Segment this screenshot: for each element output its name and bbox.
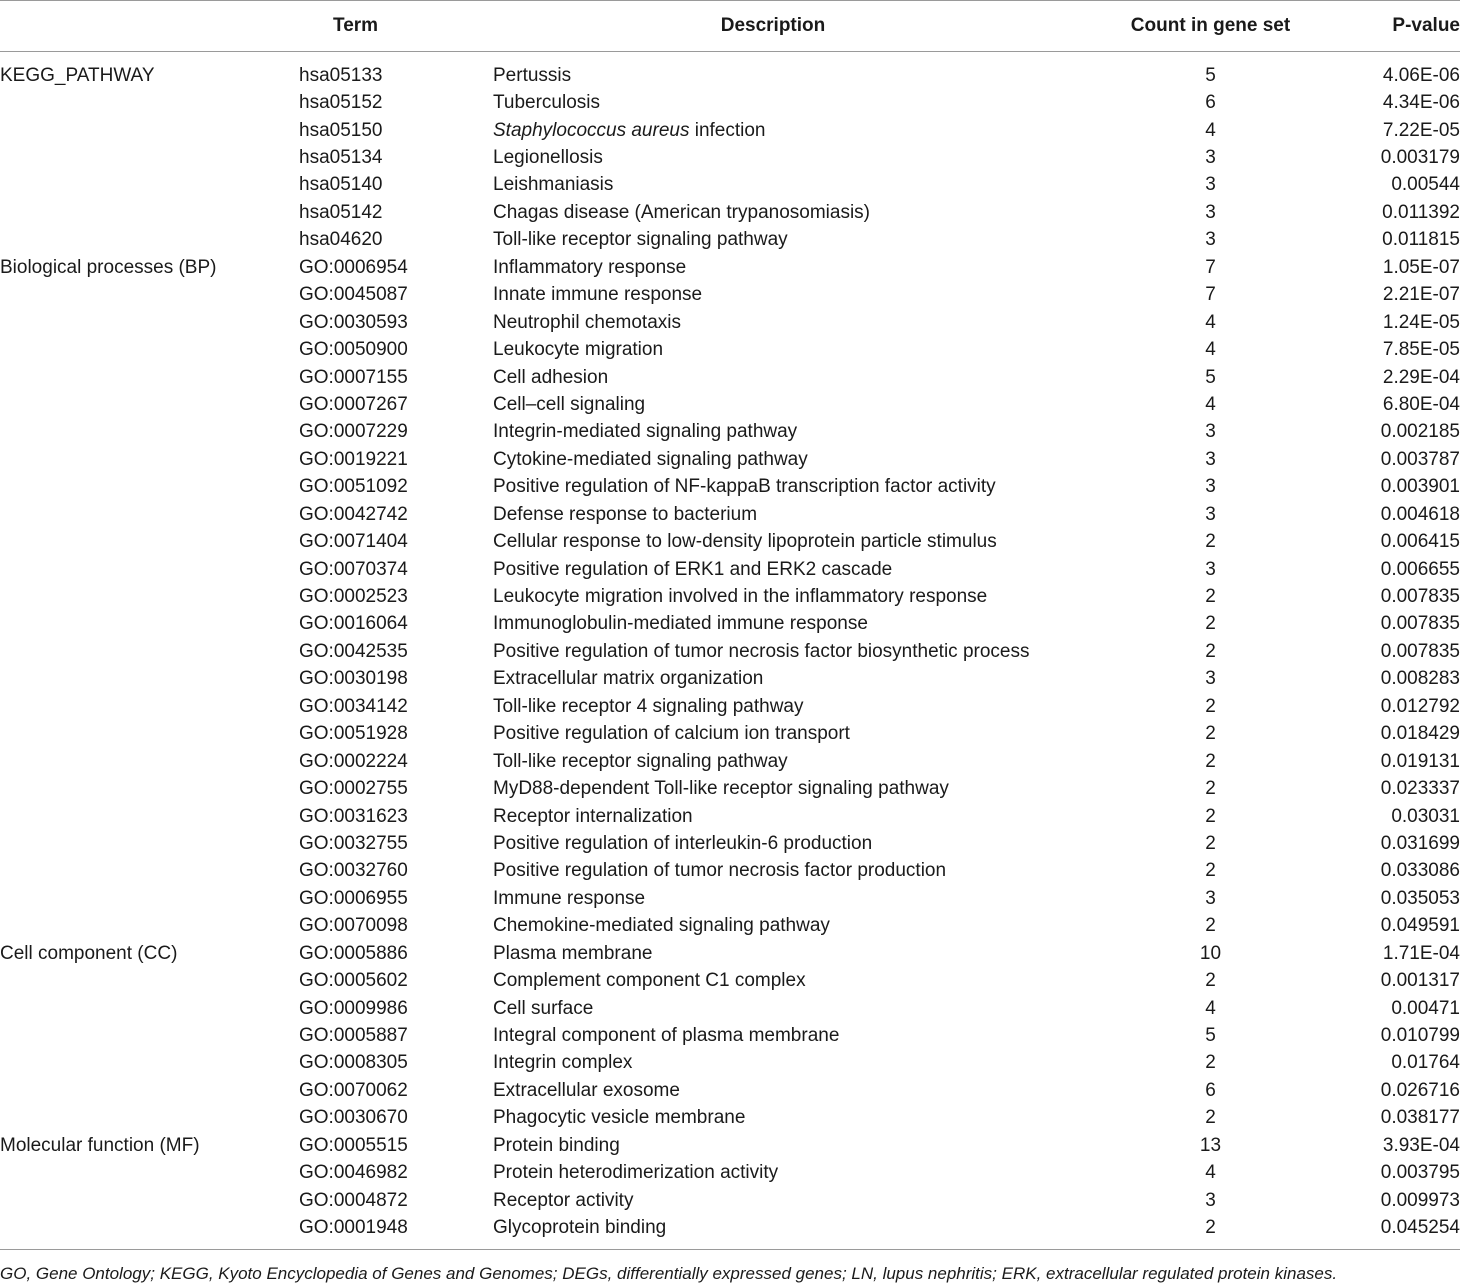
cell-term: GO:0005602 [299, 970, 408, 992]
cell-term: GO:0006954 [299, 256, 408, 278]
cell-description: Positive regulation of NF-kappaB transcription factor activity [493, 476, 996, 498]
cell-pvalue: 7.22E-05 [1382, 119, 1460, 141]
cell-term: GO:0005886 [299, 942, 408, 964]
cell-category [0, 117, 299, 144]
cell-category [0, 1050, 299, 1077]
cell-term: GO:0032755 [299, 832, 408, 854]
cell-pvalue: 1.05E-07 [1382, 256, 1460, 278]
cell-category: Cell component (CC) [0, 942, 178, 964]
cell-description: Cell surface [493, 997, 594, 1019]
header-row [0, 1, 1460, 52]
cell-term: GO:0002523 [299, 586, 408, 608]
cell-pvalue: 0.023337 [1380, 778, 1460, 800]
table-row [0, 556, 1460, 583]
cell-count: 4 [1205, 119, 1216, 141]
cell-term: GO:0050900 [299, 339, 408, 361]
cell-pvalue: 0.019131 [1380, 750, 1460, 772]
cell-category [0, 1160, 299, 1187]
cell-term: hsa05150 [299, 119, 383, 141]
cell-pvalue: 0.038177 [1380, 1107, 1460, 1129]
cell-term: GO:0070374 [299, 558, 408, 580]
cell-category [0, 1105, 299, 1132]
cell-description: Plasma membrane [493, 942, 653, 964]
cell-term: GO:0070098 [299, 915, 408, 937]
cell-pvalue: 0.026716 [1380, 1079, 1460, 1101]
table-row [0, 1160, 1460, 1187]
header-description: Description [493, 1, 1053, 52]
table-row [0, 199, 1460, 226]
cell-pvalue: 0.003179 [1380, 147, 1460, 169]
cell-count: 4 [1205, 311, 1216, 333]
cell-category [0, 885, 299, 912]
cell-description: Leishmaniasis [493, 174, 614, 196]
table-row [0, 940, 1460, 967]
cell-description: Cytokine-mediated signaling pathway [493, 448, 808, 470]
cell-pvalue: 0.01764 [1391, 1052, 1460, 1074]
cell-count: 2 [1205, 750, 1216, 772]
cell-term: GO:0045087 [299, 284, 408, 306]
table-row [0, 748, 1460, 775]
cell-count: 6 [1205, 92, 1216, 114]
cell-description: Receptor internalization [493, 805, 693, 827]
cell-count: 2 [1205, 860, 1216, 882]
cell-pvalue: 0.008283 [1380, 668, 1460, 690]
cell-pvalue: 0.011392 [1382, 201, 1460, 223]
cell-term: GO:0046982 [299, 1162, 408, 1184]
table-row [0, 858, 1460, 885]
cell-pvalue: 0.007835 [1380, 640, 1460, 662]
cell-category [0, 1077, 299, 1104]
cell-count: 5 [1205, 1025, 1216, 1047]
cell-count: 4 [1205, 393, 1216, 415]
cell-count: 6 [1205, 1079, 1216, 1101]
cell-pvalue: 2.21E-07 [1382, 284, 1460, 306]
table-row [0, 1187, 1460, 1214]
cell-category [0, 474, 299, 501]
cell-description: Phagocytic vesicle membrane [493, 1107, 746, 1129]
cell-count: 7 [1205, 284, 1216, 306]
cell-term: GO:0005887 [299, 1025, 408, 1047]
table-row [0, 583, 1460, 610]
cell-count: 3 [1205, 174, 1216, 196]
table-row [0, 227, 1460, 254]
cell-description: Cell adhesion [493, 366, 609, 388]
cell-category [0, 666, 299, 693]
table-row [0, 501, 1460, 528]
cell-term: GO:0042742 [299, 503, 408, 525]
cell-category: KEGG_PATHWAY [0, 64, 155, 86]
cell-count: 3 [1205, 421, 1216, 443]
table-row [0, 803, 1460, 830]
cell-count: 7 [1205, 256, 1216, 278]
cell-category [0, 721, 299, 748]
cell-description: Innate immune response [493, 284, 703, 306]
cell-description: Neutrophil chemotaxis [493, 311, 681, 333]
table-row [0, 775, 1460, 802]
table-row [0, 364, 1460, 391]
cell-pvalue: 0.007835 [1380, 586, 1460, 608]
cell-category [0, 638, 299, 665]
cell-description: Leukocyte migration involved in the inflammatory response [493, 586, 988, 608]
cell-term: GO:0071404 [299, 531, 408, 553]
table-row [0, 885, 1460, 912]
cell-description: Pertussis [493, 64, 572, 86]
cell-category [0, 913, 299, 940]
cell-category [0, 446, 299, 473]
table-row [0, 336, 1460, 363]
cell-term: GO:0009986 [299, 997, 408, 1019]
cell-description: Glycoprotein binding [493, 1214, 1053, 1249]
cell-pvalue: 0.002185 [1380, 421, 1460, 443]
cell-category [0, 693, 299, 720]
species-name: Staphylococcus aureus [493, 119, 690, 141]
cell-description: Toll-like receptor signaling pathway [493, 750, 788, 772]
cell-description: Chemokine-mediated signaling pathway [493, 915, 830, 937]
cell-description: Extracellular exosome [493, 1079, 680, 1101]
cell-category [0, 227, 299, 254]
cell-term: GO:0002224 [299, 750, 408, 772]
cell-pvalue: 4.06E-06 [1382, 64, 1460, 86]
cell-category [0, 995, 299, 1022]
cell-term: GO:0008305 [299, 1052, 408, 1074]
table-row [0, 693, 1460, 720]
table-row [0, 638, 1460, 665]
cell-count: 2 [1205, 723, 1216, 745]
cell-pvalue: 0.001317 [1380, 970, 1460, 992]
cell-description: Immunoglobulin-mediated immune response [493, 613, 868, 635]
cell-pvalue: 3.93E-04 [1382, 1134, 1460, 1156]
cell-term: GO:0031623 [299, 805, 408, 827]
cell-category [0, 1214, 299, 1249]
table-row [0, 1077, 1460, 1104]
cell-category [0, 336, 299, 363]
cell-count: 3 [1205, 558, 1216, 580]
cell-pvalue: 0.00471 [1391, 997, 1460, 1019]
table-row [0, 611, 1460, 638]
table-row [0, 144, 1460, 171]
cell-description: Protein heterodimerization activity [493, 1162, 779, 1184]
table-row [0, 528, 1460, 555]
cell-term: GO:0007267 [299, 393, 408, 415]
cell-pvalue: 0.03031 [1391, 805, 1460, 827]
cell-category [0, 967, 299, 994]
cell-pvalue: 0.003795 [1380, 1162, 1460, 1184]
cell-description: Integral component of plasma membrane [493, 1025, 840, 1047]
cell-pvalue: 0.045254 [1368, 1214, 1460, 1249]
cell-description: Immune response [493, 887, 646, 909]
cell-pvalue: 0.004618 [1380, 503, 1460, 525]
cell-category [0, 282, 299, 309]
cell-category [0, 583, 299, 610]
cell-category: Molecular function (MF) [0, 1134, 200, 1156]
cell-description: Cellular response to low-density lipoprotein particle stimulus [493, 531, 997, 553]
cell-term: GO:0030198 [299, 668, 408, 690]
cell-pvalue: 0.012792 [1380, 695, 1460, 717]
cell-count: 2 [1205, 1052, 1216, 1074]
cell-pvalue: 0.011815 [1382, 229, 1460, 251]
cell-description: Positive regulation of calcium ion transport [493, 723, 850, 745]
cell-description: Tuberculosis [493, 92, 601, 114]
cell-term: GO:0007229 [299, 421, 408, 443]
cell-category [0, 419, 299, 446]
cell-category [0, 391, 299, 418]
table-row [0, 830, 1460, 857]
cell-count: 2 [1205, 613, 1216, 635]
table-row [0, 309, 1460, 336]
cell-description: Toll-like receptor 4 signaling pathway [493, 695, 804, 717]
cell-category [0, 501, 299, 528]
cell-count: 2 [1205, 915, 1216, 937]
cell-description: Extracellular matrix organization [493, 668, 764, 690]
cell-count: 2 [1205, 778, 1216, 800]
cell-count: 4 [1205, 339, 1216, 361]
cell-count: 4 [1205, 997, 1216, 1019]
cell-description: MyD88-dependent Toll-like receptor signaling pathway [493, 778, 949, 800]
cell-term: GO:0030670 [299, 1107, 408, 1129]
cell-term: GO:0019221 [299, 448, 408, 470]
cell-count: 3 [1205, 229, 1216, 251]
cell-category [0, 803, 299, 830]
cell-count: 2 [1205, 695, 1216, 717]
cell-description: Positive regulation of interleukin-6 production [493, 832, 873, 854]
header-term: Term [299, 1, 493, 52]
cell-description: Integrin-mediated signaling pathway [493, 421, 798, 443]
cell-pvalue: 0.035053 [1380, 887, 1460, 909]
cell-term: GO:0051928 [299, 723, 408, 745]
cell-count: 3 [1205, 476, 1216, 498]
cell-pvalue: 0.018429 [1380, 723, 1460, 745]
cell-category [0, 1187, 299, 1214]
cell-term: GO:0016064 [299, 613, 408, 635]
cell-pvalue: 0.031699 [1380, 832, 1460, 854]
table-row [0, 474, 1460, 501]
cell-pvalue: 0.006655 [1380, 558, 1460, 580]
cell-category [0, 199, 299, 226]
cell-category [0, 775, 299, 802]
table-row [0, 1214, 1460, 1249]
cell-pvalue: 0.007835 [1380, 613, 1460, 635]
header-count: Count in gene set [1053, 1, 1368, 52]
cell-pvalue: 4.34E-06 [1382, 92, 1460, 114]
cell-count: 5 [1205, 366, 1216, 388]
table-row [0, 1022, 1460, 1049]
cell-pvalue: 1.24E-05 [1382, 311, 1460, 333]
cell-count: 3 [1205, 201, 1216, 223]
table-row [0, 117, 1460, 144]
cell-term: GO:0004872 [299, 1189, 408, 1211]
cell-category [0, 611, 299, 638]
cell-count: 3 [1205, 1189, 1216, 1211]
cell-description: Leukocyte migration [493, 339, 664, 361]
cell-category [0, 309, 299, 336]
cell-pvalue: 0.003901 [1380, 476, 1460, 498]
table-row [0, 419, 1460, 446]
cell-term: hsa04620 [299, 229, 383, 251]
table-row [0, 1132, 1460, 1159]
cell-description: Complement component C1 complex [493, 970, 806, 992]
cell-term: GO:0042535 [299, 640, 408, 662]
cell-pvalue: 7.85E-05 [1382, 339, 1460, 361]
cell-description: Defense response to bacterium [493, 503, 758, 525]
cell-term: GO:0006955 [299, 887, 408, 909]
cell-category [0, 528, 299, 555]
cell-term: GO:0002755 [299, 778, 408, 800]
cell-count: 2 [1205, 531, 1216, 553]
cell-term: GO:0070062 [299, 1079, 408, 1101]
cell-description: Cell–cell signaling [493, 393, 646, 415]
cell-term: hsa05142 [299, 201, 383, 223]
table-footnote: GO, Gene Ontology; KEGG, Kyoto Encyclopedia of Genes and Genomes; DEGs, differentially expressed genes; LN, lupus nephritis; ERK, extracellular regulated protein kinases. [0, 1264, 1338, 1283]
cell-count: 2 [1205, 805, 1216, 827]
cell-pvalue: 0.00544 [1391, 174, 1460, 196]
cell-term: hsa05140 [299, 174, 383, 196]
cell-category [0, 830, 299, 857]
cell-category [0, 89, 299, 116]
cell-count: 10 [1199, 942, 1222, 964]
cell-term: GO:0007155 [299, 366, 408, 388]
cell-description: Integrin complex [493, 1052, 633, 1074]
cell-pvalue: 0.033086 [1380, 860, 1460, 882]
cell-term: GO:0001948 [299, 1214, 493, 1249]
cell-term: hsa05133 [299, 64, 383, 86]
cell-category: Biological processes (BP) [0, 256, 217, 278]
table-row [0, 995, 1460, 1022]
cell-count: 2 [1053, 1214, 1368, 1249]
table-row [0, 172, 1460, 199]
cell-count: 13 [1199, 1134, 1222, 1156]
table-header [0, 1, 1460, 52]
cell-term: GO:0034142 [299, 695, 408, 717]
cell-pvalue: 1.71E-04 [1382, 942, 1460, 964]
cell-category [0, 748, 299, 775]
header-category [0, 1, 299, 52]
cell-count: 2 [1205, 1107, 1216, 1129]
table-row [0, 391, 1460, 418]
cell-term: hsa05134 [299, 147, 383, 169]
cell-term: GO:0030593 [299, 311, 408, 333]
table-row [0, 967, 1460, 994]
cell-description: Positive regulation of ERK1 and ERK2 cascade [493, 558, 893, 580]
cell-description: Chagas disease (American trypanosomiasis) [493, 201, 870, 223]
table-row [0, 1105, 1460, 1132]
cell-count: 4 [1205, 1162, 1216, 1184]
table-row [0, 254, 1460, 281]
cell-term: GO:0005515 [299, 1134, 408, 1156]
cell-count: 3 [1205, 503, 1216, 525]
cell-description [493, 117, 1053, 144]
cell-description: Toll-like receptor signaling pathway [493, 229, 788, 251]
cell-description: Positive regulation of tumor necrosis factor biosynthetic process [493, 640, 1030, 662]
cell-description: Receptor activity [493, 1189, 634, 1211]
cell-pvalue: 0.006415 [1380, 531, 1460, 553]
cell-count: 5 [1205, 64, 1216, 86]
cell-term: GO:0032760 [299, 860, 408, 882]
cell-count: 3 [1205, 668, 1216, 690]
table-row [0, 666, 1460, 693]
cell-count: 2 [1205, 970, 1216, 992]
cell-description: Inflammatory response [493, 256, 687, 278]
description-rest: infection [689, 119, 766, 141]
cell-term: hsa05152 [299, 92, 383, 114]
cell-pvalue: 0.003787 [1380, 448, 1460, 470]
cell-count: 2 [1205, 832, 1216, 854]
cell-description: Legionellosis [493, 147, 603, 169]
cell-category [0, 364, 299, 391]
cell-category [0, 858, 299, 885]
cell-pvalue: 0.010799 [1380, 1025, 1460, 1047]
cell-category [0, 1022, 299, 1049]
table-row [0, 913, 1460, 940]
cell-term: GO:0051092 [299, 476, 408, 498]
cell-description: Positive regulation of tumor necrosis factor production [493, 860, 947, 882]
table-row [0, 1050, 1460, 1077]
table-row [0, 52, 1460, 90]
table-row [0, 446, 1460, 473]
cell-count: 3 [1205, 448, 1216, 470]
cell-pvalue: 0.049591 [1380, 915, 1460, 937]
cell-count: 2 [1205, 586, 1216, 608]
cell-description: Protein binding [493, 1134, 620, 1156]
table-row [0, 282, 1460, 309]
cell-category [0, 556, 299, 583]
cell-pvalue: 2.29E-04 [1382, 366, 1460, 388]
cell-count: 3 [1205, 887, 1216, 909]
cell-count: 2 [1205, 640, 1216, 662]
cell-category [0, 172, 299, 199]
table-row [0, 721, 1460, 748]
cell-category [0, 144, 299, 171]
table-row [0, 89, 1460, 116]
header-pvalue: P-value [1368, 1, 1460, 52]
cell-count: 3 [1205, 147, 1216, 169]
cell-pvalue: 6.80E-04 [1382, 393, 1460, 415]
table-body [0, 52, 1460, 1250]
cell-pvalue: 0.009973 [1380, 1189, 1460, 1211]
